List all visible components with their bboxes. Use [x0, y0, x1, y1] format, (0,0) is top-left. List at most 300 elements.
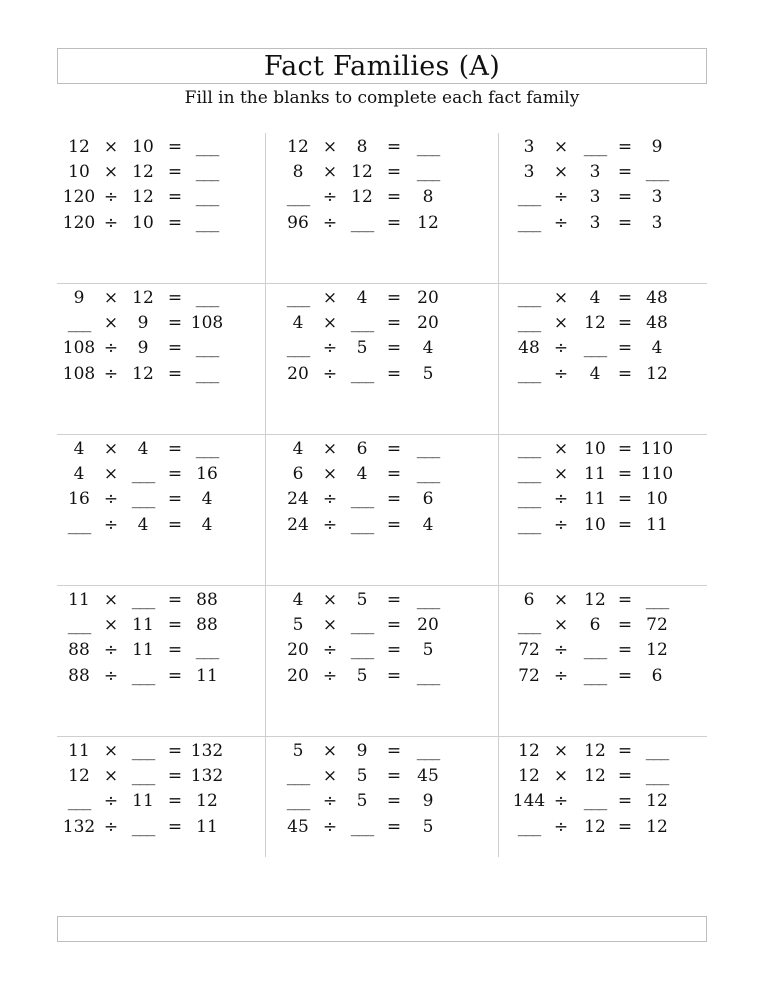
- equals-sign: =: [386, 590, 402, 610]
- equals-sign: =: [386, 816, 402, 837]
- equals-sign: =: [386, 791, 402, 812]
- operand-b: 5: [356, 590, 368, 610]
- answer-blank[interactable]: ___: [350, 313, 374, 334]
- equals-sign: =: [167, 514, 183, 535]
- answer-blank[interactable]: ___: [286, 288, 310, 308]
- answer-blank[interactable]: ___: [131, 741, 155, 761]
- answer-blank[interactable]: ___: [517, 187, 541, 208]
- operand-b: 4: [356, 288, 368, 308]
- equation: [57, 213, 265, 238]
- answer-blank[interactable]: ___: [131, 816, 155, 837]
- result: 3: [651, 187, 663, 208]
- operand-b: 5: [356, 338, 368, 359]
- operator: ÷: [322, 489, 338, 510]
- operator: ÷: [553, 338, 569, 359]
- operator: ÷: [322, 338, 338, 359]
- equation: [57, 741, 265, 766]
- equals-sign: =: [386, 162, 402, 183]
- operator: ÷: [553, 816, 569, 837]
- result: 20: [417, 313, 439, 334]
- equals-sign: =: [617, 766, 633, 787]
- operator: ÷: [103, 489, 119, 510]
- result: 4: [422, 338, 434, 359]
- operand-a: 120: [62, 187, 96, 208]
- operator: ×: [553, 137, 569, 157]
- operator: ×: [322, 464, 338, 485]
- result: 132: [190, 766, 224, 787]
- answer-blank[interactable]: ___: [286, 338, 310, 359]
- operator: ÷: [553, 640, 569, 661]
- answer-blank[interactable]: ___: [350, 514, 374, 535]
- result: 88: [196, 615, 218, 636]
- equals-sign: =: [617, 137, 633, 157]
- operator: ×: [322, 137, 338, 157]
- equation: [57, 590, 265, 615]
- operand-a: 120: [62, 212, 96, 233]
- result: 3: [651, 212, 663, 233]
- operator: ×: [322, 615, 338, 636]
- operand-a: 108: [62, 363, 96, 384]
- problem-row: [57, 586, 707, 737]
- equals-sign: =: [167, 590, 183, 610]
- answer-blank[interactable]: ___: [416, 439, 440, 459]
- equation: [266, 666, 498, 691]
- operand-a: 11: [68, 590, 90, 610]
- answer-blank[interactable]: ___: [67, 313, 91, 334]
- operand-b: 12: [351, 162, 373, 183]
- operand-a: 4: [73, 464, 85, 485]
- answer-blank[interactable]: ___: [67, 514, 91, 535]
- operator: ×: [553, 615, 569, 636]
- answer-blank[interactable]: ___: [195, 439, 219, 459]
- answer-blank[interactable]: ___: [131, 464, 155, 485]
- operand-b: 11: [132, 615, 154, 636]
- equals-sign: =: [167, 439, 183, 459]
- result: 12: [196, 791, 218, 812]
- operand-a: 9: [73, 288, 85, 308]
- result: 11: [646, 514, 668, 535]
- equation: [266, 338, 498, 363]
- operator: ×: [553, 439, 569, 459]
- result: 11: [196, 816, 218, 837]
- equation: [57, 162, 265, 187]
- equation: [57, 515, 265, 540]
- fact-family: [265, 133, 499, 283]
- operand-b: 10: [584, 439, 606, 459]
- answer-blank[interactable]: ___: [416, 590, 440, 610]
- equals-sign: =: [617, 791, 633, 812]
- answer-blank[interactable]: ___: [645, 162, 669, 183]
- operand-a: 12: [287, 137, 309, 157]
- result: 110: [640, 439, 674, 459]
- operand-b: 11: [132, 791, 154, 812]
- equation: [499, 187, 707, 212]
- equation: [57, 464, 265, 489]
- equation: [499, 439, 707, 464]
- equals-sign: =: [617, 665, 633, 686]
- operand-a: 20: [287, 363, 309, 384]
- answer-blank[interactable]: ___: [350, 363, 374, 384]
- equation: [499, 666, 707, 691]
- equals-sign: =: [617, 615, 633, 636]
- equation: [499, 590, 707, 615]
- answer-blank[interactable]: ___: [583, 640, 607, 661]
- problem-row: [57, 284, 707, 435]
- answer-blank[interactable]: ___: [583, 665, 607, 686]
- equals-sign: =: [386, 187, 402, 208]
- operand-a: 16: [68, 489, 90, 510]
- fact-family: [265, 586, 499, 736]
- result: 4: [201, 514, 213, 535]
- equals-sign: =: [386, 313, 402, 334]
- operand-b: 5: [356, 766, 368, 787]
- equation: [266, 313, 498, 338]
- operator: ×: [322, 288, 338, 308]
- operand-b: 12: [584, 741, 606, 761]
- operator: ÷: [322, 187, 338, 208]
- fact-family: [499, 435, 707, 585]
- operand-a: 72: [518, 640, 540, 661]
- operator: ÷: [322, 791, 338, 812]
- equals-sign: =: [617, 514, 633, 535]
- equals-sign: =: [386, 363, 402, 384]
- equation: [266, 162, 498, 187]
- equation: [57, 137, 265, 162]
- answer-blank[interactable]: ___: [195, 187, 219, 208]
- operand-a: 88: [68, 665, 90, 686]
- equation: [499, 364, 707, 389]
- operator: ×: [322, 439, 338, 459]
- operator: ÷: [322, 212, 338, 233]
- equation: [499, 162, 707, 187]
- fact-family: [499, 586, 707, 736]
- answer-blank[interactable]: ___: [286, 187, 310, 208]
- equals-sign: =: [386, 439, 402, 459]
- equation: [499, 766, 707, 791]
- equals-sign: =: [617, 187, 633, 208]
- result: 12: [646, 816, 668, 837]
- operand-a: 6: [292, 464, 304, 485]
- answer-blank[interactable]: ___: [517, 514, 541, 535]
- operand-a: 45: [287, 816, 309, 837]
- result: 4: [422, 514, 434, 535]
- equals-sign: =: [617, 816, 633, 837]
- answer-blank[interactable]: ___: [517, 816, 541, 837]
- problem-row: [57, 737, 707, 857]
- operand-a: 12: [68, 137, 90, 157]
- operator: ×: [103, 766, 119, 787]
- operator: ÷: [103, 212, 119, 233]
- equals-sign: =: [167, 162, 183, 183]
- operator: ÷: [553, 514, 569, 535]
- operator: ×: [103, 615, 119, 636]
- equation: [57, 439, 265, 464]
- operand-a: 96: [287, 212, 309, 233]
- equals-sign: =: [386, 665, 402, 686]
- equation: [57, 364, 265, 389]
- page-title: Fact Families (A): [263, 50, 501, 82]
- answer-blank[interactable]: ___: [131, 665, 155, 686]
- result: 16: [196, 464, 218, 485]
- operand-b: 9: [356, 741, 368, 761]
- equation: [266, 137, 498, 162]
- fact-family: [57, 133, 265, 283]
- fact-family: [265, 284, 499, 434]
- equals-sign: =: [167, 741, 183, 761]
- operand-a: 5: [292, 615, 304, 636]
- answer-blank[interactable]: ___: [517, 313, 541, 334]
- result: 4: [201, 489, 213, 510]
- operator: ×: [553, 741, 569, 761]
- answer-blank[interactable]: ___: [195, 640, 219, 661]
- equals-sign: =: [386, 615, 402, 636]
- equals-sign: =: [386, 514, 402, 535]
- result: 4: [651, 338, 663, 359]
- operand-a: 132: [62, 816, 96, 837]
- result: 110: [640, 464, 674, 485]
- equals-sign: =: [167, 363, 183, 384]
- operator: ÷: [103, 363, 119, 384]
- equation: [499, 741, 707, 766]
- answer-blank[interactable]: ___: [517, 615, 541, 636]
- equation: [499, 213, 707, 238]
- answer-blank[interactable]: ___: [195, 162, 219, 183]
- equation: [499, 515, 707, 540]
- result: 9: [422, 791, 434, 812]
- answer-blank[interactable]: ___: [131, 489, 155, 510]
- operator: ÷: [322, 514, 338, 535]
- equals-sign: =: [167, 137, 183, 157]
- operand-a: 3: [523, 137, 535, 157]
- operator: ×: [322, 741, 338, 761]
- answer-blank[interactable]: ___: [416, 137, 440, 157]
- answer-blank[interactable]: ___: [195, 363, 219, 384]
- answer-blank[interactable]: ___: [517, 439, 541, 459]
- answer-blank[interactable]: ___: [67, 791, 91, 812]
- answer-blank[interactable]: ___: [517, 212, 541, 233]
- result: 8: [422, 187, 434, 208]
- operand-b: 11: [584, 464, 606, 485]
- equation: [499, 313, 707, 338]
- equals-sign: =: [617, 439, 633, 459]
- equation: [266, 464, 498, 489]
- fact-family: [57, 284, 265, 434]
- answer-blank[interactable]: ___: [350, 640, 374, 661]
- operator: ×: [103, 590, 119, 610]
- answer-blank[interactable]: ___: [131, 766, 155, 787]
- equation: [266, 766, 498, 791]
- operand-b: 9: [137, 338, 149, 359]
- equation: [499, 489, 707, 514]
- answer-blank[interactable]: ___: [416, 665, 440, 686]
- operand-b: 12: [584, 313, 606, 334]
- equals-sign: =: [167, 640, 183, 661]
- operator: ÷: [103, 187, 119, 208]
- operand-a: 4: [292, 590, 304, 610]
- operand-a: 12: [518, 766, 540, 787]
- fact-family: [265, 737, 499, 857]
- result: 108: [190, 313, 224, 334]
- equation: [499, 137, 707, 162]
- equals-sign: =: [167, 791, 183, 812]
- operator: ×: [103, 741, 119, 761]
- equals-sign: =: [386, 489, 402, 510]
- operand-a: 20: [287, 665, 309, 686]
- operator: ÷: [103, 665, 119, 686]
- operand-a: 4: [292, 439, 304, 459]
- result: 12: [646, 363, 668, 384]
- operand-a: 144: [512, 791, 546, 812]
- result: 88: [196, 590, 218, 610]
- equation: [266, 817, 498, 842]
- equation: [266, 489, 498, 514]
- equation: [57, 615, 265, 640]
- operand-a: 8: [292, 162, 304, 183]
- equation: [266, 741, 498, 766]
- operand-b: 10: [132, 212, 154, 233]
- equals-sign: =: [386, 212, 402, 233]
- operand-b: 4: [137, 514, 149, 535]
- result: 9: [651, 137, 663, 157]
- equation: [266, 615, 498, 640]
- operand-b: 12: [584, 766, 606, 787]
- equation: [57, 338, 265, 363]
- fact-family: [57, 737, 265, 857]
- operand-b: 4: [589, 363, 601, 384]
- answer-blank[interactable]: ___: [286, 791, 310, 812]
- operand-a: 72: [518, 665, 540, 686]
- equation: [57, 489, 265, 514]
- result: 48: [646, 288, 668, 308]
- result: 5: [422, 816, 434, 837]
- equals-sign: =: [617, 464, 633, 485]
- fact-family: [57, 586, 265, 736]
- equals-sign: =: [386, 640, 402, 661]
- answer-blank[interactable]: ___: [416, 741, 440, 761]
- operand-a: 88: [68, 640, 90, 661]
- operand-b: 12: [584, 590, 606, 610]
- answer-blank[interactable]: ___: [583, 338, 607, 359]
- equation: [266, 439, 498, 464]
- answer-blank[interactable]: ___: [645, 741, 669, 761]
- answer-blank[interactable]: ___: [67, 615, 91, 636]
- answer-blank[interactable]: ___: [286, 766, 310, 787]
- equation: [266, 288, 498, 313]
- equation: [266, 364, 498, 389]
- operand-a: 4: [73, 439, 85, 459]
- equals-sign: =: [167, 187, 183, 208]
- equation: [57, 187, 265, 212]
- operand-b: 3: [589, 187, 601, 208]
- operator: ÷: [322, 816, 338, 837]
- answer-blank[interactable]: ___: [350, 615, 374, 636]
- answer-blank[interactable]: ___: [350, 212, 374, 233]
- equals-sign: =: [617, 162, 633, 183]
- result: 12: [417, 212, 439, 233]
- equals-sign: =: [386, 741, 402, 761]
- operand-b: 9: [137, 313, 149, 334]
- answer-blank[interactable]: ___: [645, 590, 669, 610]
- answer-blank[interactable]: ___: [416, 162, 440, 183]
- equation: [57, 313, 265, 338]
- answer-blank[interactable]: ___: [350, 816, 374, 837]
- answer-blank[interactable]: ___: [195, 338, 219, 359]
- fact-family: [265, 435, 499, 585]
- answer-blank[interactable]: ___: [645, 766, 669, 787]
- fact-family: [499, 737, 707, 857]
- answer-blank[interactable]: ___: [131, 590, 155, 610]
- answer-blank[interactable]: ___: [416, 464, 440, 485]
- equation: [499, 640, 707, 665]
- equation: [499, 464, 707, 489]
- equation: [499, 288, 707, 313]
- equation: [266, 791, 498, 816]
- equals-sign: =: [386, 137, 402, 157]
- operator: ×: [103, 313, 119, 334]
- operator: ×: [553, 590, 569, 610]
- answer-blank[interactable]: ___: [350, 489, 374, 510]
- result: 45: [417, 766, 439, 787]
- equals-sign: =: [617, 288, 633, 308]
- operator: ×: [103, 288, 119, 308]
- operator: ×: [322, 590, 338, 610]
- equals-sign: =: [167, 615, 183, 636]
- equation: [499, 817, 707, 842]
- equals-sign: =: [617, 338, 633, 359]
- operand-b: 6: [589, 615, 601, 636]
- equals-sign: =: [167, 665, 183, 686]
- operator: ÷: [553, 791, 569, 812]
- answer-blank[interactable]: ___: [195, 212, 219, 233]
- result: 72: [646, 615, 668, 636]
- operator: ×: [553, 766, 569, 787]
- operand-b: 10: [584, 514, 606, 535]
- equals-sign: =: [617, 741, 633, 761]
- equals-sign: =: [386, 338, 402, 359]
- answer-blank[interactable]: ___: [517, 363, 541, 384]
- operator: ×: [103, 464, 119, 485]
- equation: [266, 515, 498, 540]
- problem-row: [57, 133, 707, 284]
- footer-box: [57, 916, 707, 942]
- operand-a: 10: [68, 162, 90, 183]
- equation: [266, 187, 498, 212]
- operand-a: 3: [523, 162, 535, 183]
- operand-b: 12: [351, 187, 373, 208]
- operand-a: 20: [287, 640, 309, 661]
- operator: ÷: [553, 363, 569, 384]
- equals-sign: =: [167, 766, 183, 787]
- result: 6: [651, 665, 663, 686]
- answer-blank[interactable]: ___: [583, 137, 607, 157]
- operand-b: 3: [589, 212, 601, 233]
- answer-blank[interactable]: ___: [583, 791, 607, 812]
- answer-blank[interactable]: ___: [517, 288, 541, 308]
- result: 48: [646, 313, 668, 334]
- equation: [499, 338, 707, 363]
- answer-blank[interactable]: ___: [195, 137, 219, 157]
- operator: ÷: [322, 640, 338, 661]
- fact-family: [57, 435, 265, 585]
- answer-blank[interactable]: ___: [517, 489, 541, 510]
- answer-blank[interactable]: ___: [195, 288, 219, 308]
- answer-blank[interactable]: ___: [517, 464, 541, 485]
- equation: [266, 213, 498, 238]
- equals-sign: =: [617, 640, 633, 661]
- operator: ×: [553, 288, 569, 308]
- equals-sign: =: [617, 590, 633, 610]
- operator: ×: [553, 162, 569, 183]
